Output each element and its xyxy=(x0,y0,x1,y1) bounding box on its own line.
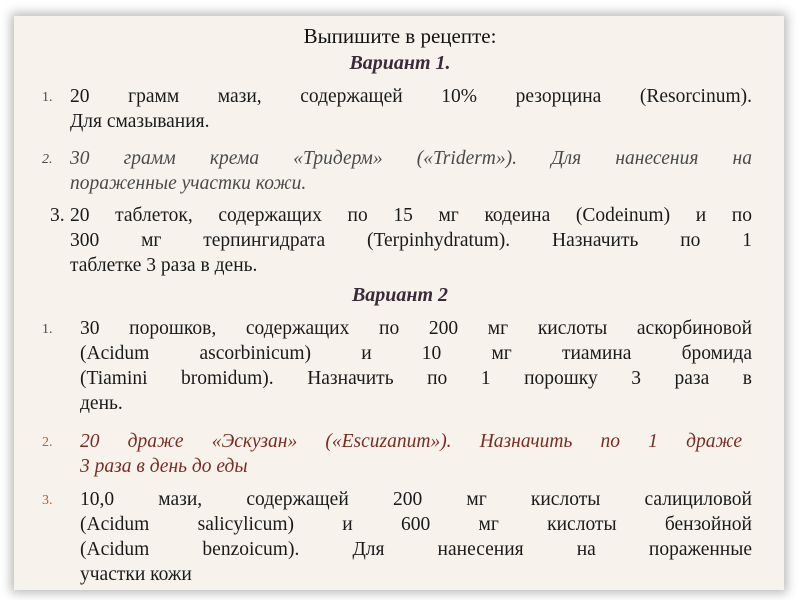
item-text xyxy=(70,203,752,278)
item-line: 20 грамм мази, содержащей 10% резорцина (Resorcinum). xyxy=(70,86,752,107)
item-text xyxy=(80,429,742,479)
page-title: Выпишите в рецепте: xyxy=(303,24,497,48)
item-line: день. xyxy=(80,393,123,414)
item-line: 3 раза в день до еды xyxy=(80,456,248,477)
item-line: 30 грамм крема «Тридерм» («Triderm»). Для нанесения на xyxy=(70,148,752,169)
item-line: Для смазывания. xyxy=(70,111,210,132)
item-line: 30 порошков, содержащих по 200 мг кислоты аскорбиновой xyxy=(80,318,752,339)
item-text xyxy=(80,487,752,587)
item-line: (Acidum salicylicum) и 600 мг кислоты бензойной xyxy=(80,514,752,535)
variant-1-heading: Вариант 1. xyxy=(349,52,451,74)
item-text xyxy=(80,316,752,416)
item-number: 3. xyxy=(42,493,53,508)
item-number: 1. xyxy=(42,322,53,337)
item-line: (Tiamini bromidum). Назначить по 1 порошку 3 раза в xyxy=(80,368,752,389)
item-line: пораженные участки кожи. xyxy=(70,173,307,194)
item-line: 300 мг терпингидрата (Terpinhydratum). Назначить по 1 xyxy=(70,230,752,251)
item-text xyxy=(70,84,752,134)
item-number: 1. xyxy=(42,90,53,105)
item-line: (Acidum benzoicum). Для нанесения на пораженные xyxy=(80,539,752,560)
item-line: 20 таблеток, содержащих по 15 мг кодеина (Codeinum) и по xyxy=(70,205,752,226)
item-line: 10,0 мази, содержащей 200 мг кислоты салициловой xyxy=(80,489,752,510)
item-number: 2. xyxy=(42,435,53,450)
item-line: 20 драже «Эскузан» («Escuzanum»). Назначить по 1 драже xyxy=(80,431,742,452)
item-line: таблетке 3 раза в день. xyxy=(70,255,258,276)
item-line: (Acidum ascorbinicum) и 10 мг тиамина бромида xyxy=(80,343,752,364)
item-number: 3. xyxy=(50,205,65,226)
variant-2-heading: Вариант 2 xyxy=(351,284,449,306)
item-line: участки кожи xyxy=(80,564,192,585)
item-text xyxy=(70,146,752,196)
item-number: 2. xyxy=(42,152,53,167)
